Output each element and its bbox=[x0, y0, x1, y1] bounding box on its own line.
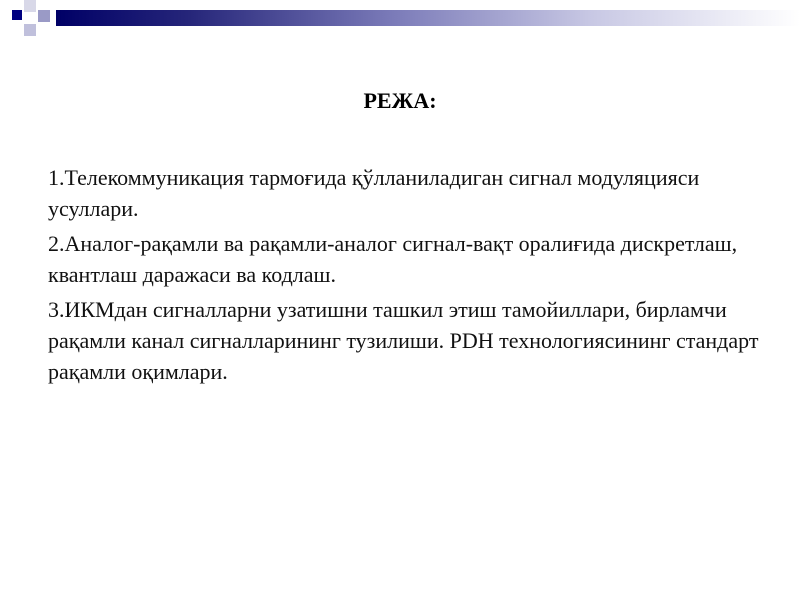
decor-square bbox=[38, 10, 50, 22]
agenda-item: 1.Телекоммуникация тармоғида қўлланиладиган сигнал модуляцияси усуллари. bbox=[48, 165, 700, 221]
decor-square bbox=[12, 10, 22, 20]
agenda-list bbox=[48, 162, 768, 391]
slide-title: РЕЖА: bbox=[363, 88, 437, 113]
agenda-item: 2.Аналог-рақамли ва рақамли-аналог сигнал-вақт оралиғида дискретлаш, квантлаш даражаси ва кодлаш. bbox=[48, 231, 738, 287]
agenda-item: 3.ИКМдан сигналларни узатишни ташкил этиш тамойиллари, бирламчи рақамли канал сигналларининг тузилиши. PDH технологиясининг стандарт рақамли оқимлари. bbox=[48, 297, 759, 384]
header-gradient-bar bbox=[56, 10, 800, 26]
decor-square bbox=[24, 24, 36, 36]
decor-square bbox=[24, 0, 36, 12]
